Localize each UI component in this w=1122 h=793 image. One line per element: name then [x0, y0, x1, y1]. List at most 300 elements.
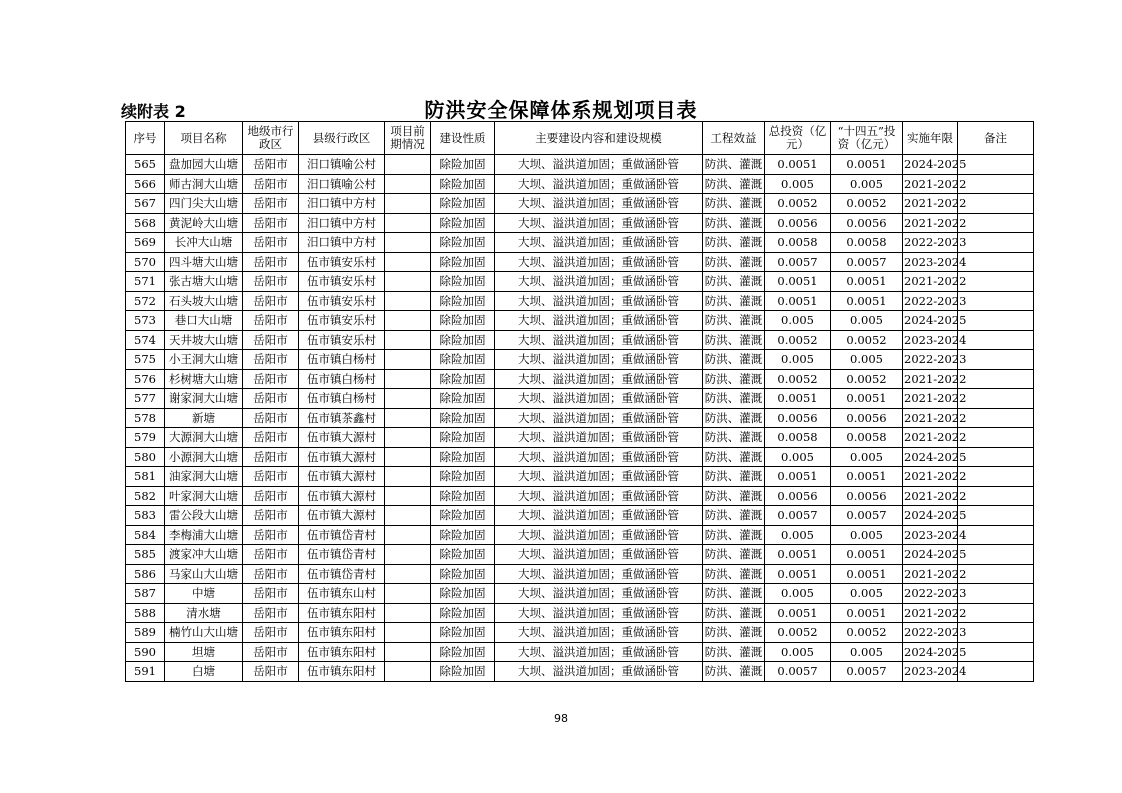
cell-14th-investment: 0.005	[831, 350, 903, 370]
cell-project-name: 渡家冲大山塘	[165, 545, 243, 565]
cell-years: 2022-2023	[903, 350, 958, 370]
cell-remarks	[958, 330, 1034, 350]
cell-remarks	[958, 603, 1034, 623]
cell-benefit: 防洪、灌溉	[703, 545, 765, 565]
table-row	[126, 564, 1034, 584]
cell-years: 2022-2023	[903, 623, 958, 643]
cell-county: 伍市镇大源村	[299, 428, 385, 448]
cell-content: 大坝、溢洪道加固；重做涵卧管	[495, 330, 703, 350]
cell-index: 577	[126, 389, 165, 409]
cell-remarks	[958, 623, 1034, 643]
cell-content: 大坝、溢洪道加固；重做涵卧管	[495, 584, 703, 604]
cell-nature: 除险加固	[431, 525, 495, 545]
cell-county: 伍市镇岱青村	[299, 545, 385, 565]
cell-total-investment: 0.0051	[765, 467, 831, 487]
table-row	[126, 623, 1034, 643]
cell-years: 2023-2024	[903, 662, 958, 682]
cell-14th-investment: 0.0058	[831, 428, 903, 448]
cell-content: 大坝、溢洪道加固；重做涵卧管	[495, 369, 703, 389]
cell-county: 汨口镇中方村	[299, 213, 385, 233]
cell-content: 大坝、溢洪道加固；重做涵卧管	[495, 642, 703, 662]
cell-remarks	[958, 428, 1034, 448]
cell-benefit: 防洪、灌溉	[703, 623, 765, 643]
cell-nature: 除险加固	[431, 623, 495, 643]
cell-remarks	[958, 311, 1034, 331]
cell-project-name: 坦塘	[165, 642, 243, 662]
cell-benefit: 防洪、灌溉	[703, 428, 765, 448]
cell-14th-investment: 0.0052	[831, 330, 903, 350]
cell-project-name: 巷口大山塘	[165, 311, 243, 331]
cell-total-investment: 0.0051	[765, 272, 831, 292]
cell-index: 584	[126, 525, 165, 545]
cell-county: 伍市镇白杨村	[299, 389, 385, 409]
table-row	[126, 525, 1034, 545]
table-row	[126, 506, 1034, 526]
cell-content: 大坝、溢洪道加固；重做涵卧管	[495, 506, 703, 526]
cell-14th-investment: 0.0051	[831, 467, 903, 487]
cell-county: 伍市镇白杨村	[299, 350, 385, 370]
cell-benefit: 防洪、灌溉	[703, 252, 765, 272]
cell-index: 569	[126, 233, 165, 253]
cell-city: 岳阳市	[243, 525, 299, 545]
cell-years: 2024-2025	[903, 155, 958, 175]
cell-nature: 除险加固	[431, 213, 495, 233]
col-header-county: 县级行政区	[299, 122, 385, 155]
cell-county: 汨口镇中方村	[299, 194, 385, 214]
cell-remarks	[958, 662, 1034, 682]
cell-project-name: 谢家洞大山塘	[165, 389, 243, 409]
cell-content: 大坝、溢洪道加固；重做涵卧管	[495, 155, 703, 175]
cell-remarks	[958, 642, 1034, 662]
cell-preliminary	[385, 408, 431, 428]
cell-remarks	[958, 389, 1034, 409]
cell-city: 岳阳市	[243, 467, 299, 487]
cell-nature: 除险加固	[431, 330, 495, 350]
cell-index: 582	[126, 486, 165, 506]
cell-nature: 除险加固	[431, 408, 495, 428]
cell-city: 岳阳市	[243, 623, 299, 643]
cell-benefit: 防洪、灌溉	[703, 603, 765, 623]
cell-preliminary	[385, 291, 431, 311]
cell-preliminary	[385, 564, 431, 584]
cell-nature: 除险加固	[431, 155, 495, 175]
cell-preliminary	[385, 662, 431, 682]
table-row	[126, 447, 1034, 467]
cell-years: 2021-2022	[903, 213, 958, 233]
cell-nature: 除险加固	[431, 174, 495, 194]
cell-city: 岳阳市	[243, 330, 299, 350]
cell-benefit: 防洪、灌溉	[703, 330, 765, 350]
cell-content: 大坝、溢洪道加固；重做涵卧管	[495, 291, 703, 311]
cell-index: 571	[126, 272, 165, 292]
cell-preliminary	[385, 603, 431, 623]
cell-content: 大坝、溢洪道加固；重做涵卧管	[495, 603, 703, 623]
cell-county: 伍市镇岱青村	[299, 525, 385, 545]
cell-14th-investment: 0.0051	[831, 272, 903, 292]
cell-years: 2021-2022	[903, 428, 958, 448]
cell-14th-investment: 0.0056	[831, 486, 903, 506]
table-row	[126, 486, 1034, 506]
cell-benefit: 防洪、灌溉	[703, 155, 765, 175]
cell-nature: 除险加固	[431, 662, 495, 682]
table-row	[126, 213, 1034, 233]
cell-preliminary	[385, 252, 431, 272]
cell-city: 岳阳市	[243, 311, 299, 331]
cell-preliminary	[385, 584, 431, 604]
col-header-index: 序号	[126, 122, 165, 155]
cell-content: 大坝、溢洪道加固；重做涵卧管	[495, 545, 703, 565]
cell-years: 2021-2022	[903, 194, 958, 214]
cell-benefit: 防洪、灌溉	[703, 642, 765, 662]
table-row	[126, 662, 1034, 682]
cell-content: 大坝、溢洪道加固；重做涵卧管	[495, 525, 703, 545]
col-header-remarks: 备注	[958, 122, 1034, 155]
cell-total-investment: 0.0052	[765, 623, 831, 643]
cell-remarks	[958, 194, 1034, 214]
cell-benefit: 防洪、灌溉	[703, 447, 765, 467]
cell-index: 587	[126, 584, 165, 604]
col-header-city: 地级市行政区	[243, 122, 299, 155]
table-row	[126, 252, 1034, 272]
cell-remarks	[958, 174, 1034, 194]
cell-years: 2021-2022	[903, 603, 958, 623]
cell-index: 566	[126, 174, 165, 194]
cell-years: 2021-2022	[903, 467, 958, 487]
cell-benefit: 防洪、灌溉	[703, 389, 765, 409]
cell-county: 伍市镇安乐村	[299, 272, 385, 292]
cell-preliminary	[385, 447, 431, 467]
cell-city: 岳阳市	[243, 506, 299, 526]
cell-total-investment: 0.0056	[765, 486, 831, 506]
project-table	[125, 121, 1034, 682]
cell-total-investment: 0.0051	[765, 603, 831, 623]
cell-preliminary	[385, 486, 431, 506]
cell-years: 2023-2024	[903, 330, 958, 350]
cell-preliminary	[385, 213, 431, 233]
cell-project-name: 天井坡大山塘	[165, 330, 243, 350]
cell-14th-investment: 0.0051	[831, 545, 903, 565]
cell-project-name: 白塘	[165, 662, 243, 682]
cell-content: 大坝、溢洪道加固；重做涵卧管	[495, 408, 703, 428]
table-row	[126, 330, 1034, 350]
cell-benefit: 防洪、灌溉	[703, 233, 765, 253]
cell-remarks	[958, 272, 1034, 292]
cell-nature: 除险加固	[431, 291, 495, 311]
cell-nature: 除险加固	[431, 272, 495, 292]
cell-preliminary	[385, 272, 431, 292]
cell-14th-investment: 0.005	[831, 174, 903, 194]
cell-preliminary	[385, 467, 431, 487]
cell-index: 575	[126, 350, 165, 370]
cell-preliminary	[385, 174, 431, 194]
cell-index: 574	[126, 330, 165, 350]
cell-nature: 除险加固	[431, 447, 495, 467]
cell-14th-investment: 0.0057	[831, 506, 903, 526]
cell-nature: 除险加固	[431, 584, 495, 604]
cell-content: 大坝、溢洪道加固；重做涵卧管	[495, 311, 703, 331]
cell-county: 伍市镇安乐村	[299, 252, 385, 272]
cell-years: 2021-2022	[903, 389, 958, 409]
cell-county: 伍市镇大源村	[299, 506, 385, 526]
cell-city: 岳阳市	[243, 642, 299, 662]
cell-benefit: 防洪、灌溉	[703, 584, 765, 604]
cell-total-investment: 0.0057	[765, 506, 831, 526]
cell-project-name: 李梅浦大山塘	[165, 525, 243, 545]
cell-city: 岳阳市	[243, 389, 299, 409]
cell-index: 590	[126, 642, 165, 662]
cell-years: 2021-2022	[903, 369, 958, 389]
cell-city: 岳阳市	[243, 291, 299, 311]
cell-project-name: 中塘	[165, 584, 243, 604]
cell-city: 岳阳市	[243, 369, 299, 389]
cell-total-investment: 0.0058	[765, 428, 831, 448]
cell-county: 伍市镇岱青村	[299, 564, 385, 584]
cell-city: 岳阳市	[243, 584, 299, 604]
col-header-years: 实施年限	[903, 122, 958, 155]
table-body	[126, 155, 1034, 682]
cell-benefit: 防洪、灌溉	[703, 350, 765, 370]
cell-index: 588	[126, 603, 165, 623]
cell-city: 岳阳市	[243, 252, 299, 272]
cell-years: 2024-2025	[903, 545, 958, 565]
cell-county: 伍市镇东阳村	[299, 603, 385, 623]
cell-county: 伍市镇东山村	[299, 584, 385, 604]
cell-index: 576	[126, 369, 165, 389]
cell-preliminary	[385, 155, 431, 175]
cell-project-name: 新塘	[165, 408, 243, 428]
cell-years: 2024-2025	[903, 311, 958, 331]
cell-content: 大坝、溢洪道加固；重做涵卧管	[495, 389, 703, 409]
cell-content: 大坝、溢洪道加固；重做涵卧管	[495, 486, 703, 506]
cell-14th-investment: 0.0051	[831, 564, 903, 584]
cell-index: 565	[126, 155, 165, 175]
cell-content: 大坝、溢洪道加固；重做涵卧管	[495, 662, 703, 682]
cell-benefit: 防洪、灌溉	[703, 486, 765, 506]
table-row	[126, 642, 1034, 662]
cell-county: 汨口镇喻公村	[299, 174, 385, 194]
cell-index: 589	[126, 623, 165, 643]
doc-label: 续附表 2	[121, 102, 186, 121]
cell-nature: 除险加固	[431, 564, 495, 584]
cell-total-investment: 0.005	[765, 350, 831, 370]
cell-benefit: 防洪、灌溉	[703, 525, 765, 545]
cell-years: 2024-2025	[903, 506, 958, 526]
cell-remarks	[958, 584, 1034, 604]
cell-city: 岳阳市	[243, 428, 299, 448]
table-row	[126, 428, 1034, 448]
cell-total-investment: 0.005	[765, 174, 831, 194]
cell-14th-investment: 0.0052	[831, 623, 903, 643]
cell-preliminary	[385, 369, 431, 389]
cell-city: 岳阳市	[243, 272, 299, 292]
cell-preliminary	[385, 545, 431, 565]
cell-14th-investment: 0.0051	[831, 603, 903, 623]
cell-benefit: 防洪、灌溉	[703, 506, 765, 526]
cell-project-name: 小源洞大山塘	[165, 447, 243, 467]
cell-years: 2021-2022	[903, 564, 958, 584]
cell-total-investment: 0.0052	[765, 194, 831, 214]
cell-benefit: 防洪、灌溉	[703, 564, 765, 584]
cell-nature: 除险加固	[431, 389, 495, 409]
cell-preliminary	[385, 525, 431, 545]
cell-project-name: 师古洞大山塘	[165, 174, 243, 194]
cell-years: 2022-2023	[903, 233, 958, 253]
cell-years: 2023-2024	[903, 525, 958, 545]
table-row	[126, 584, 1034, 604]
cell-years: 2021-2022	[903, 174, 958, 194]
cell-content: 大坝、溢洪道加固；重做涵卧管	[495, 272, 703, 292]
cell-index: 580	[126, 447, 165, 467]
cell-preliminary	[385, 311, 431, 331]
table-row	[126, 194, 1034, 214]
cell-14th-investment: 0.0051	[831, 389, 903, 409]
cell-content: 大坝、溢洪道加固；重做涵卧管	[495, 428, 703, 448]
col-header-benefit: 工程效益	[703, 122, 765, 155]
cell-index: 581	[126, 467, 165, 487]
cell-project-name: 马家山大山塘	[165, 564, 243, 584]
cell-14th-investment: 0.0056	[831, 408, 903, 428]
cell-remarks	[958, 291, 1034, 311]
col-header-preliminary: 项目前期情况	[385, 122, 431, 155]
cell-remarks	[958, 545, 1034, 565]
col-header-total-investment: 总投资（亿元）	[765, 122, 831, 155]
cell-city: 岳阳市	[243, 564, 299, 584]
cell-content: 大坝、溢洪道加固；重做涵卧管	[495, 623, 703, 643]
table-row	[126, 408, 1034, 428]
cell-14th-investment: 0.0051	[831, 155, 903, 175]
cell-remarks	[958, 369, 1034, 389]
table-row	[126, 350, 1034, 370]
table-row	[126, 272, 1034, 292]
table-row	[126, 291, 1034, 311]
cell-remarks	[958, 506, 1034, 526]
cell-content: 大坝、溢洪道加固；重做涵卧管	[495, 252, 703, 272]
cell-total-investment: 0.005	[765, 447, 831, 467]
cell-project-name: 杉树塘大山塘	[165, 369, 243, 389]
cell-city: 岳阳市	[243, 486, 299, 506]
cell-county: 伍市镇大源村	[299, 486, 385, 506]
col-header-project-name: 项目名称	[165, 122, 243, 155]
cell-years: 2022-2023	[903, 291, 958, 311]
cell-content: 大坝、溢洪道加固；重做涵卧管	[495, 350, 703, 370]
cell-total-investment: 0.0051	[765, 155, 831, 175]
cell-nature: 除险加固	[431, 428, 495, 448]
cell-preliminary	[385, 350, 431, 370]
cell-city: 岳阳市	[243, 662, 299, 682]
cell-project-name: 石头坡大山塘	[165, 291, 243, 311]
cell-content: 大坝、溢洪道加固；重做涵卧管	[495, 174, 703, 194]
cell-years: 2023-2024	[903, 252, 958, 272]
table-row	[126, 545, 1034, 565]
cell-total-investment: 0.005	[765, 642, 831, 662]
cell-index: 567	[126, 194, 165, 214]
cell-years: 2024-2025	[903, 642, 958, 662]
cell-benefit: 防洪、灌溉	[703, 369, 765, 389]
cell-index: 579	[126, 428, 165, 448]
cell-project-name: 清水塘	[165, 603, 243, 623]
cell-county: 伍市镇东阳村	[299, 662, 385, 682]
cell-total-investment: 0.0052	[765, 330, 831, 350]
cell-county: 伍市镇东阳村	[299, 642, 385, 662]
cell-index: 586	[126, 564, 165, 584]
cell-county: 伍市镇安乐村	[299, 311, 385, 331]
cell-city: 岳阳市	[243, 155, 299, 175]
cell-project-name: 黄泥岭大山塘	[165, 213, 243, 233]
cell-index: 573	[126, 311, 165, 331]
cell-total-investment: 0.0057	[765, 252, 831, 272]
cell-nature: 除险加固	[431, 506, 495, 526]
cell-preliminary	[385, 506, 431, 526]
table-row	[126, 155, 1034, 175]
cell-nature: 除险加固	[431, 486, 495, 506]
cell-city: 岳阳市	[243, 194, 299, 214]
cell-nature: 除险加固	[431, 311, 495, 331]
cell-remarks	[958, 350, 1034, 370]
cell-remarks	[958, 252, 1034, 272]
cell-14th-investment: 0.005	[831, 642, 903, 662]
table-row	[126, 603, 1034, 623]
cell-county: 伍市镇安乐村	[299, 291, 385, 311]
cell-index: 572	[126, 291, 165, 311]
cell-index: 578	[126, 408, 165, 428]
cell-city: 岳阳市	[243, 233, 299, 253]
cell-14th-investment: 0.0057	[831, 252, 903, 272]
cell-content: 大坝、溢洪道加固；重做涵卧管	[495, 447, 703, 467]
cell-total-investment: 0.0058	[765, 233, 831, 253]
cell-years: 2021-2022	[903, 272, 958, 292]
table-row	[126, 233, 1034, 253]
cell-project-name: 四门尖大山塘	[165, 194, 243, 214]
cell-nature: 除险加固	[431, 369, 495, 389]
cell-total-investment: 0.0051	[765, 545, 831, 565]
cell-county: 伍市镇茶鑫村	[299, 408, 385, 428]
cell-nature: 除险加固	[431, 252, 495, 272]
cell-benefit: 防洪、灌溉	[703, 408, 765, 428]
cell-index: 568	[126, 213, 165, 233]
cell-remarks	[958, 213, 1034, 233]
cell-index: 570	[126, 252, 165, 272]
cell-index: 585	[126, 545, 165, 565]
cell-county: 伍市镇白杨村	[299, 369, 385, 389]
cell-remarks	[958, 447, 1034, 467]
cell-remarks	[958, 486, 1034, 506]
cell-years: 2021-2022	[903, 486, 958, 506]
cell-county: 汨口镇喻公村	[299, 155, 385, 175]
cell-total-investment: 0.0052	[765, 369, 831, 389]
cell-nature: 除险加固	[431, 603, 495, 623]
cell-benefit: 防洪、灌溉	[703, 662, 765, 682]
cell-index: 583	[126, 506, 165, 526]
cell-14th-investment: 0.005	[831, 311, 903, 331]
cell-nature: 除险加固	[431, 350, 495, 370]
cell-total-investment: 0.005	[765, 584, 831, 604]
cell-preliminary	[385, 330, 431, 350]
cell-total-investment: 0.005	[765, 525, 831, 545]
table-row	[126, 174, 1034, 194]
cell-preliminary	[385, 428, 431, 448]
cell-county: 汨口镇中方村	[299, 233, 385, 253]
cell-content: 大坝、溢洪道加固；重做涵卧管	[495, 213, 703, 233]
cell-city: 岳阳市	[243, 213, 299, 233]
cell-remarks	[958, 408, 1034, 428]
cell-years: 2021-2022	[903, 408, 958, 428]
cell-county: 伍市镇大源村	[299, 447, 385, 467]
cell-remarks	[958, 467, 1034, 487]
cell-nature: 除险加固	[431, 642, 495, 662]
col-header-nature: 建设性质	[431, 122, 495, 155]
cell-preliminary	[385, 194, 431, 214]
cell-total-investment: 0.0051	[765, 389, 831, 409]
